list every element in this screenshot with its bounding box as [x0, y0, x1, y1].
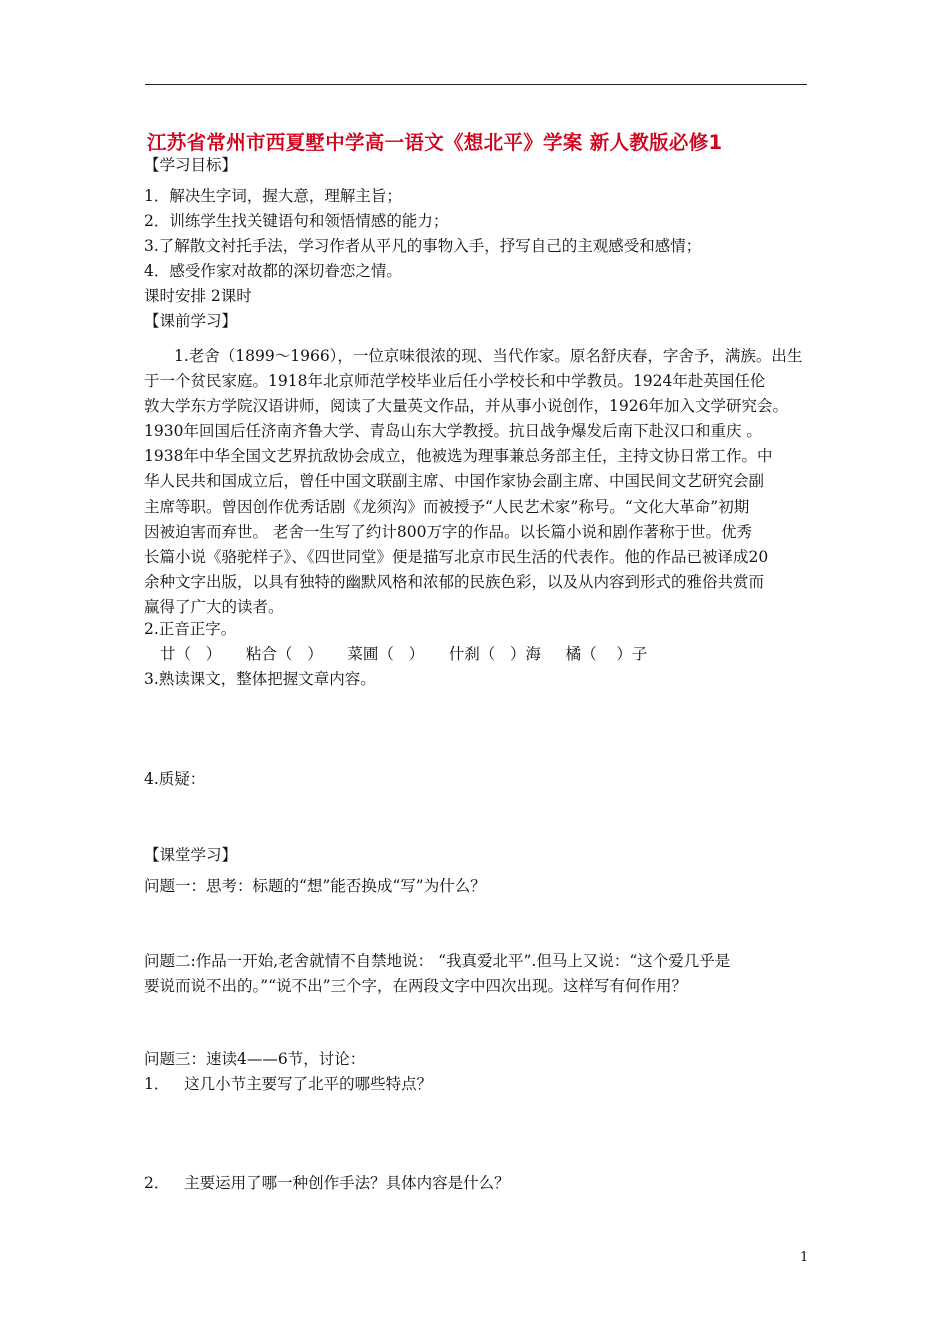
bio-line: 敦大学东方学院汉语讲师，阅读了大量英文作品，并从事小说创作，1926年加入文学研究会。 — [144, 397, 788, 416]
page-number: 1 — [800, 1250, 809, 1265]
question-two-line: 要说而说不出的。”“说不出”三个字，在两段文字中四次出现。这样写有何作用？ — [144, 977, 688, 995]
question-three-sub2: 2． 主要运用了哪一种创作手法？具体内容是什么？ — [144, 1174, 510, 1192]
goal-item: 4．感受作家对故都的深切眷恋之情。 — [144, 262, 402, 280]
author-bio-paragraph — [144, 344, 820, 620]
class-study-heading: 【课堂学习】 — [144, 846, 238, 864]
goal-item: 2．训练学生找关键语句和领悟情感的能力； — [144, 212, 449, 230]
question-two-line: 问题二:作品一开始,老舍就情不自禁地说： “我真爱北平”.但马上又说：“这个爱几乎是 — [144, 952, 731, 970]
bio-line: 1.老舍（1899～1966），一位京味很浓的现、当代作家。原名舒庆春，字舍予，满族。出生 — [174, 347, 803, 365]
bio-line: 于一个贫民家庭。1918年北京师范学校毕业后任小学校长和中学教员。1924年赴英国任伦 — [144, 372, 766, 391]
reading-task: 3.熟读课文，整体把握文章内容。 — [144, 670, 376, 688]
bio-line: 1938年中华全国文艺界抗敌协会成立，他被选为理事兼总务部主任，主持文协日常工作。中 — [144, 447, 773, 466]
bio-line: 1930年回国后任济南齐鲁大学、青岛山东大学教授。抗日战争爆发后南下赴汉口和重庆 。 — [144, 422, 762, 441]
question-one: 问题一：思考：标题的“想”能否换成“写”为什么？ — [144, 877, 486, 895]
pronunciation-blanks: 廿（ ） 粘合（ ） 菜圃（ ） 什刹（ ）海 橘（ ）子 — [160, 645, 648, 663]
questions-task: 4.质疑： — [144, 770, 206, 788]
pronunciation-heading: 2.正音正字。 — [144, 620, 237, 638]
header-rule — [145, 84, 807, 85]
document-title: 江苏省常州市西夏墅中学高一语文《想北平》学案 新人教版必修1 — [147, 131, 723, 154]
pre-study-heading: 【课前学习】 — [144, 312, 238, 330]
bio-line: 主席等职。曾因创作优秀话剧《龙须沟》而被授予“人民艺术家”称号。“文化大革命”初期 — [144, 497, 750, 516]
goals-heading: 【学习目标】 — [144, 156, 238, 174]
bio-line: 华人民共和国成立后，曾任中国文联副主席、中国作家协会副主席、中国民间文艺研究会副 — [144, 472, 765, 491]
bio-line: 因被迫害而弃世。 老舍一生写了约计800万字的作品。以长篇小说和剧作著称于世。优秀 — [144, 522, 753, 541]
question-three: 问题三：速读4——6节，讨论： — [144, 1050, 366, 1068]
bio-line: 余种文字出版，以具有独特的幽默风格和浓郁的民族色彩，以及从内容到形式的雅俗共赏而 — [144, 572, 765, 591]
goal-item: 3.了解散文衬托手法，学习作者从平凡的事物入手，抒写自己的主观感受和感情； — [144, 237, 702, 255]
bio-line: 赢得了广大的读者。 — [144, 597, 284, 616]
bio-line: 长篇小说《骆驼样子》、《四世同堂》便是描写北京市民生活的代表作。他的作品已被译成20 — [144, 547, 769, 566]
schedule-text: 课时安排 2课时 — [144, 287, 252, 305]
question-three-sub1: 1． 这几小节主要写了北平的哪些特点？ — [144, 1075, 433, 1093]
goal-item: 1．解决生字词，握大意，理解主旨； — [144, 187, 402, 205]
